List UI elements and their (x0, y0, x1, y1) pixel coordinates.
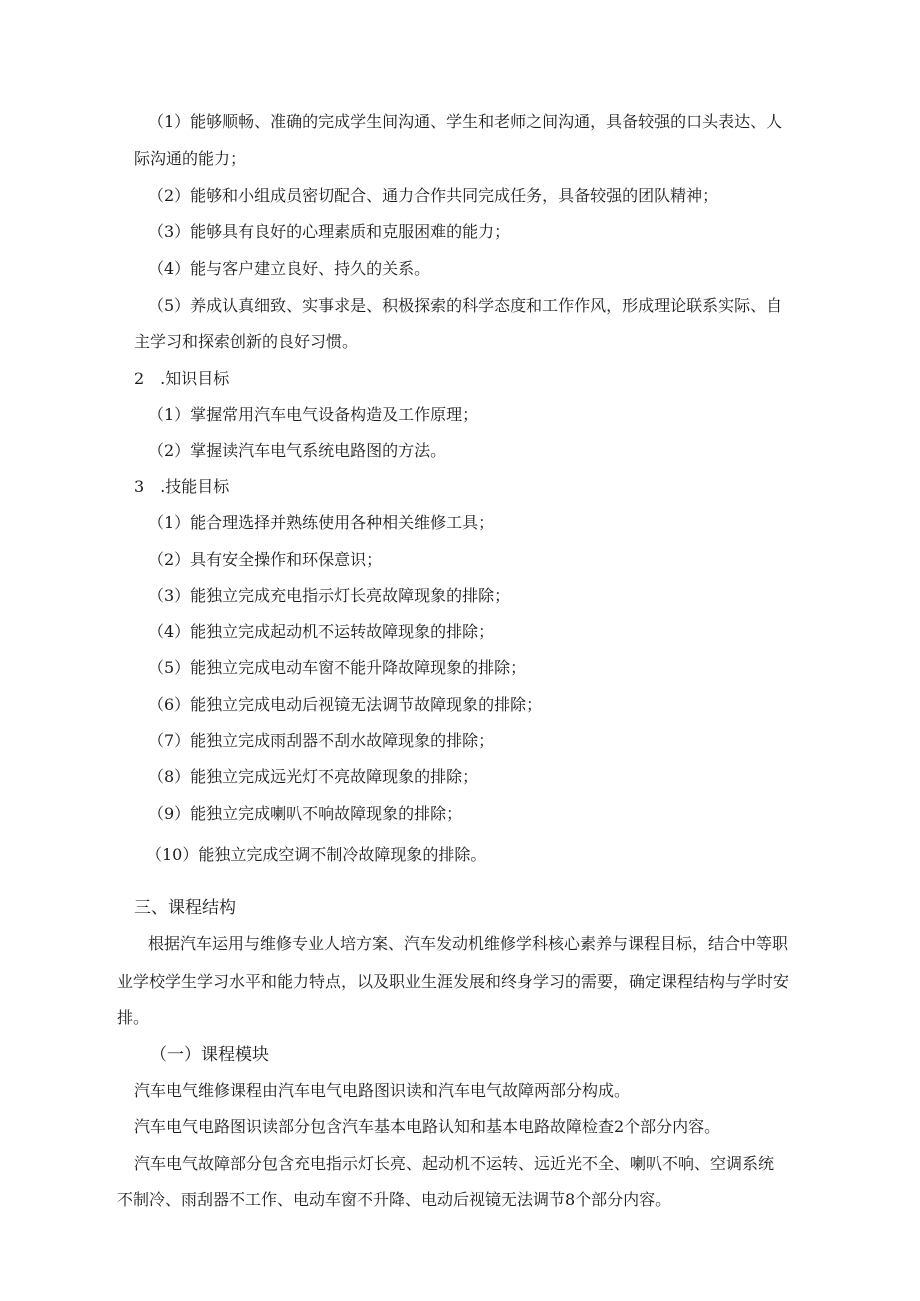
skill-goal-9: （9）能独立完成喇叭不响故障现象的排除； (148, 804, 463, 823)
skill-goal-4: （4）能独立完成起动机不运转故障现象的排除； (148, 622, 495, 641)
social-goal-5-line-1: （5）养成认真细致、实事求是、积极探索的科学态度和工作作风，形成理论联系实际、自 (148, 296, 783, 315)
module-paragraph-2: 汽车电气电路图识读部分包含汽车基本电路认知和基本电路故障检查2个部分内容。 (134, 1117, 721, 1136)
social-goal-2: （2）能够和小组成员密切配合、通力合作共同完成任务，具备较强的团队精神； (148, 186, 719, 205)
skill-goal-3: （3）能独立完成充电指示灯长亮故障现象的排除； (148, 586, 511, 605)
section-intro-line-1: 根据汽车运用与维修专业人培方案、汽车发动机维修学科核心素养与课程目标，结合中等职 (148, 934, 789, 953)
skill-goal-2: （2）具有安全操作和环保意识； (148, 550, 383, 569)
section-heading: 三、课程结构 (134, 898, 236, 918)
module-paragraph-1: 汽车电气维修课程由汽车电气电路图识读和汽车电气故障两部分构成。 (134, 1081, 631, 1100)
skill-goal-8: （8）能独立完成远光灯不亮故障现象的排除； (148, 767, 479, 786)
skill-goal-1: （1）能合理选择并熟练使用各种相关维修工具； (148, 513, 495, 532)
social-goal-1-line-2: 际沟通的能力； (134, 149, 247, 168)
social-goal-3: （3）能够具有良好的心理素质和克服困难的能力； (148, 222, 511, 241)
social-goal-5-line-2: 主学习和探索创新的良好习惯。 (134, 332, 359, 351)
skill-goal-7: （7）能独立完成雨刮器不刮水故障现象的排除； (148, 731, 495, 750)
skill-heading: 3 .技能目标 (134, 477, 230, 496)
knowledge-goal-1: （1）掌握常用汽车电气设备构造及工作原理； (148, 405, 479, 424)
skill-goal-10: （10）能独立完成空调不制冷故障现象的排除。 (146, 845, 487, 864)
module-heading: （一）课程模块 (150, 1045, 269, 1065)
module-paragraph-3-line-1: 汽车电气故障部分包含充电指示灯长亮、起动机不运转、远近光不全、喇叭不响、空调系统 (134, 1154, 775, 1173)
knowledge-heading: 2 .知识目标 (134, 369, 230, 388)
social-goal-4: （4）能与客户建立良好、持久的关系。 (148, 259, 431, 278)
skill-goal-6: （6）能独立完成电动后视镜无法调节故障现象的排除； (148, 695, 543, 714)
section-intro-line-3: 排。 (117, 1008, 150, 1027)
section-intro-line-2: 业学校学生学习水平和能力特点，以及职业生涯发展和终身学习的需要，确定课程结构与学时安 (117, 972, 790, 991)
module-paragraph-3-line-2: 不制冷、雨刮器不工作、电动车窗不升降、电动后视镜无法调节8个部分内容。 (117, 1190, 672, 1209)
knowledge-goal-2: （2）掌握读汽车电气系统电路图的方法。 (148, 441, 447, 460)
skill-goal-5: （5）能独立完成电动车窗不能升降故障现象的排除； (148, 658, 527, 677)
social-goal-1-line-1: （1）能够顺畅、准确的完成学生间沟通、学生和老师之间沟通，具备较强的口头表达、人 (148, 112, 783, 131)
